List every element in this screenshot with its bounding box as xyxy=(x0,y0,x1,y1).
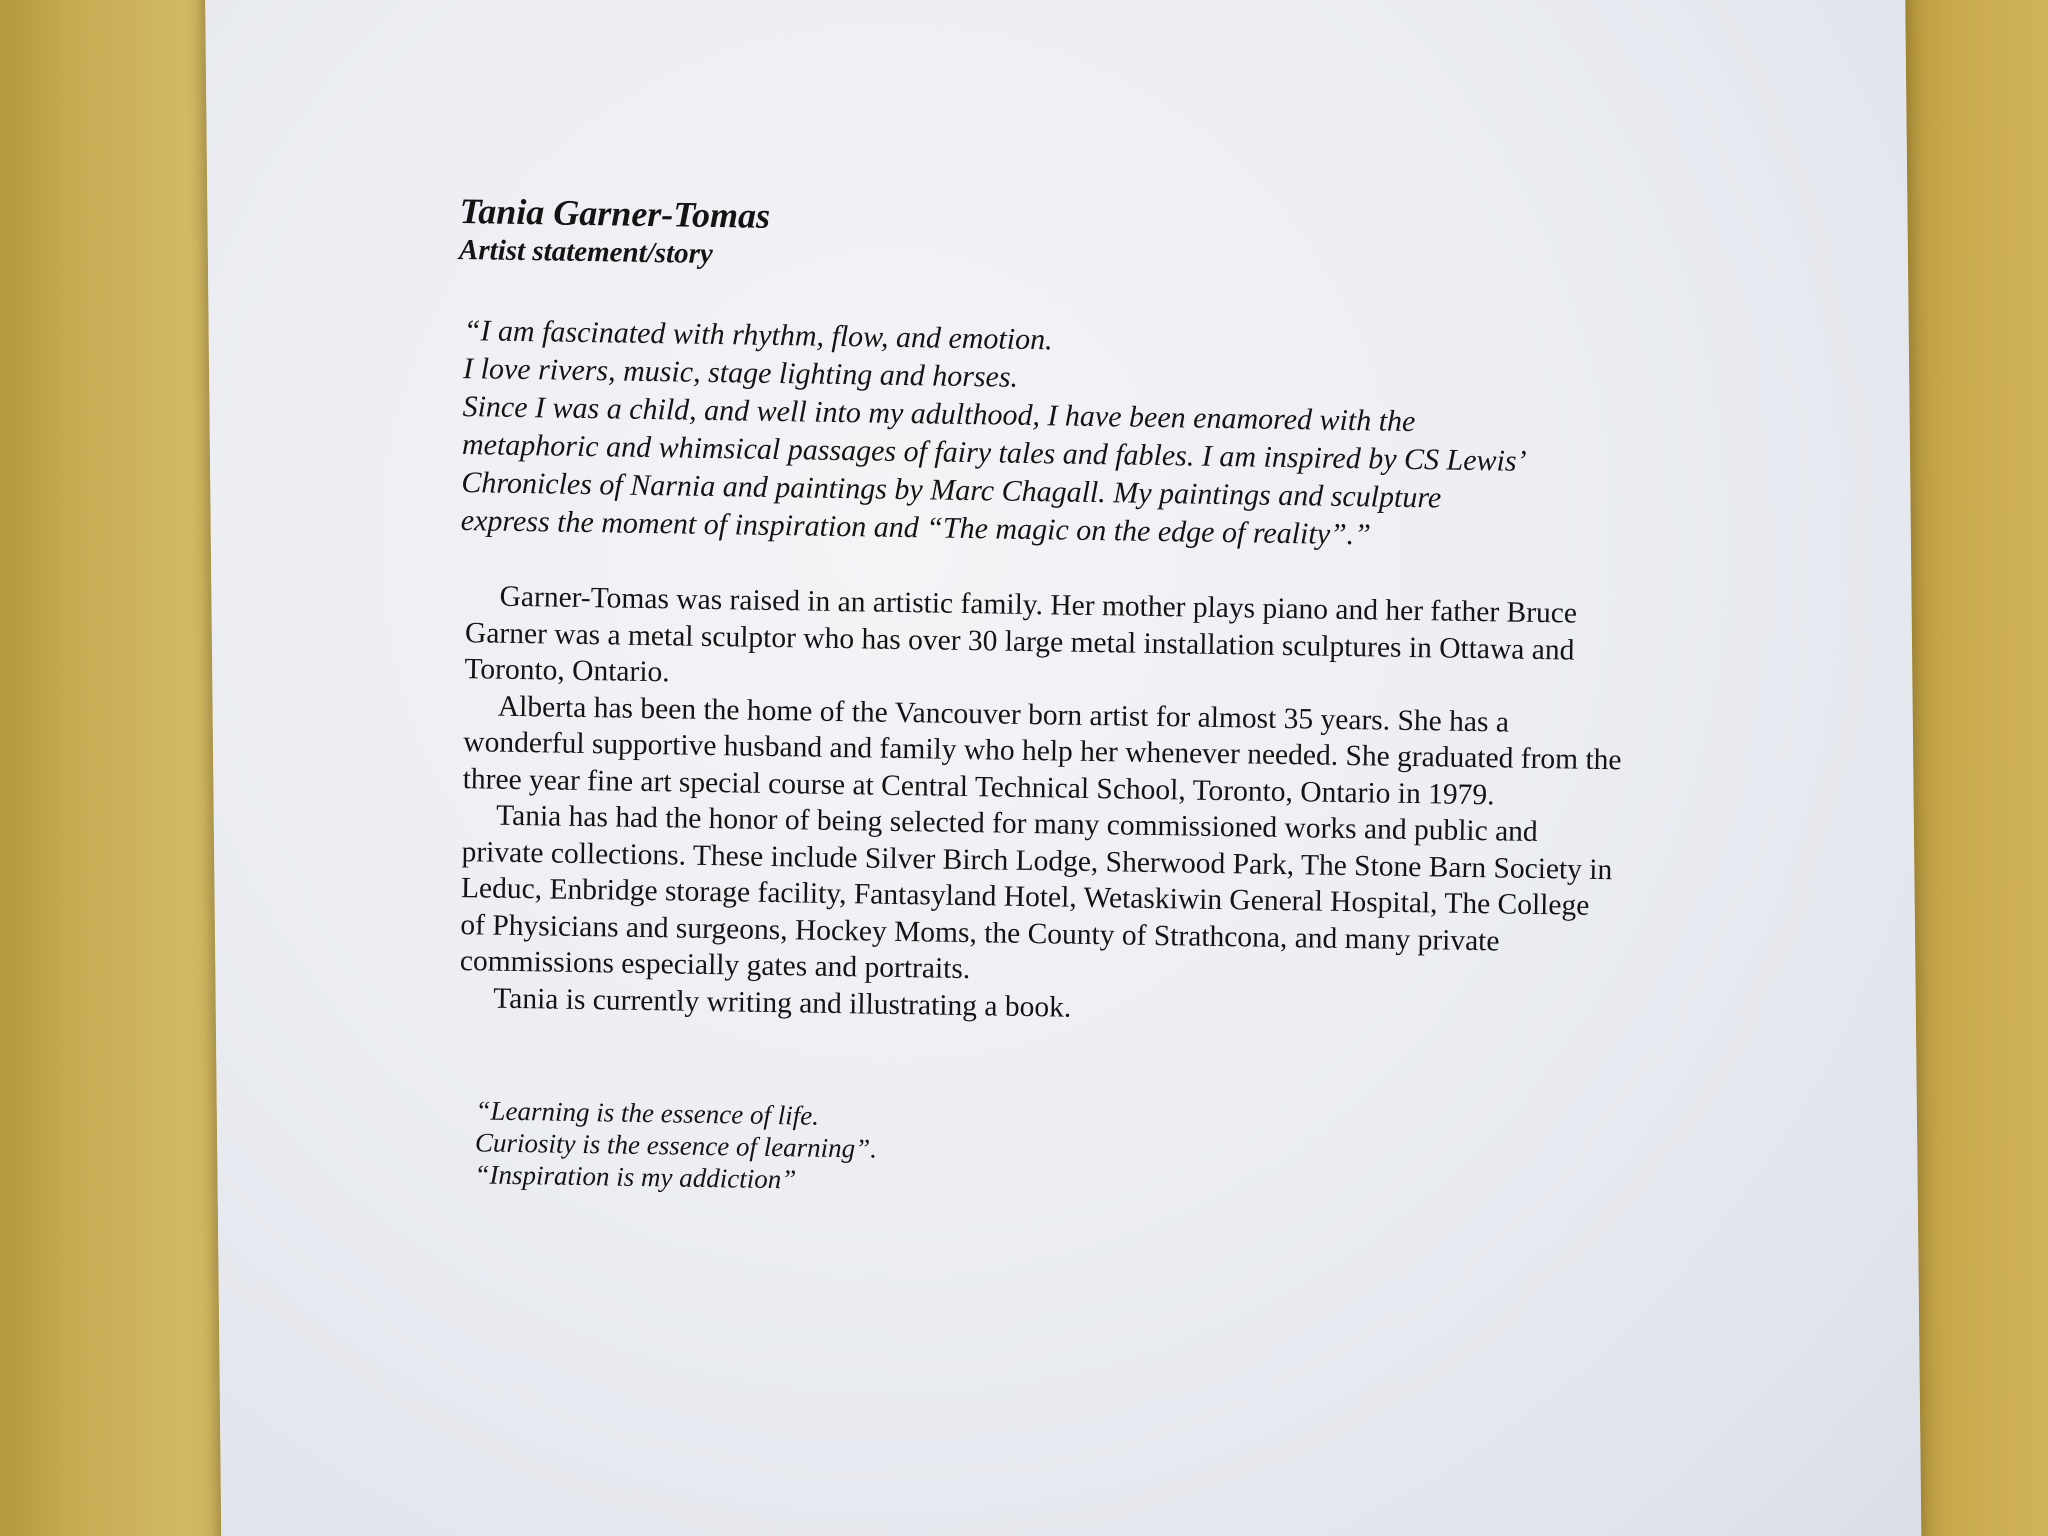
biography xyxy=(459,578,1626,1034)
bio-paragraph-book: Tania is currently writing and illustrating a book. xyxy=(493,982,1072,1024)
quote-line: express the moment of inspiration and “The magic on the edge of reality”.” xyxy=(460,504,1372,552)
artist-name-title: Tania Garner-Tomas xyxy=(459,190,771,236)
closing-quotes xyxy=(474,1094,1645,1208)
bio-paragraph-education: Alberta has been the home of the Vancouver born artist for almost 35 years. She has a wonderful supportive husband and family who help her whenever needed. She graduated from the three year fine art special course at Central Technical School, Toronto, Ontario in 1979. xyxy=(462,690,1622,811)
quote-line: I love rivers, music, stage lighting and horses. xyxy=(462,352,1019,394)
quote-line: “I am fascinated with rhythm, flow, and emotion. xyxy=(463,314,1053,357)
bio-paragraph-family: Garner-Tomas was raised in an artistic family. Her mother plays piano and her father Bruce Garner was a metal sculptor who has over 30 large metal installation sculptures in Ottawa and Toronto, Ontario. xyxy=(464,580,1578,689)
quote-line: metaphoric and whimsical passages of fairy tales and fables. I am inspired by CS Lewis’ xyxy=(461,428,1527,478)
artist-statement-text xyxy=(444,190,1660,1209)
statement-subtitle: Artist statement/story xyxy=(458,233,714,270)
closing-quote-line: Curiosity is the essence of learning”. xyxy=(474,1127,878,1164)
closing-quote-line: “Inspiration is my addiction” xyxy=(474,1159,797,1195)
artist-quote xyxy=(461,312,1658,559)
quote-line: Since I was a child, and well into my adulthood, I have been enamored with the xyxy=(462,390,1416,439)
wall-background-right xyxy=(1900,0,2048,1536)
quote-line: Chronicles of Narnia and paintings by Marc Chagall. My paintings and sculpture xyxy=(461,466,1442,515)
bio-paragraph-commissions: Tania has had the honor of being selected for many commissioned works and public and private collections. These include Silver Birch Lodge, Sherwood Park, The Stone Barn Society in Leduc, Enbridge storage facility, Fantasyland Hotel, Wetaskiwin General Hospital, The College of Physicians and surgeons, Hockey Moms, the County of Strathcona, and many private commissions especially gates and portraits. xyxy=(459,799,1613,986)
closing-quote-line: “Learning is the essence of life. xyxy=(475,1095,820,1131)
